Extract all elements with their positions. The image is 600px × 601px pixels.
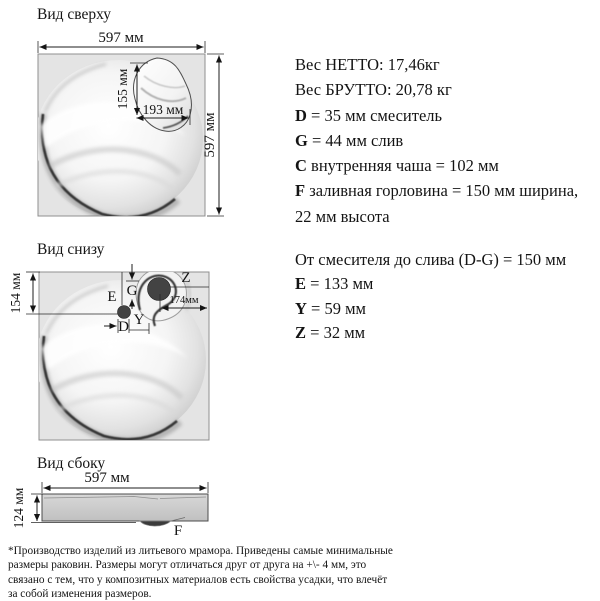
side-view-diagram <box>10 470 240 548</box>
bottom-left-height-label: 154 мм <box>8 272 23 314</box>
specs-secondary <box>295 248 566 346</box>
spec-lead: Y <box>295 298 307 318</box>
spec-lead: Z <box>295 323 307 343</box>
top-view-title: Вид сверху <box>37 6 112 23</box>
platform-width-label: 193 мм <box>142 102 184 117</box>
bottom-view-title: Вид снизу <box>37 241 105 258</box>
spec-text: = 35 мм смеситель <box>306 105 443 125</box>
footnote-line: за собой изменения размеров. <box>8 587 152 600</box>
label-y: Y <box>133 312 145 328</box>
label-z: Z <box>181 270 191 286</box>
specs-primary <box>295 52 578 229</box>
side-view-title: Вид сбоку <box>37 455 106 472</box>
footnote-line: связано с тем, что у композитных материалов есть свойства усадки, что влечёт <box>8 573 388 586</box>
top-width-label: 597 мм <box>98 30 144 46</box>
label-f: F <box>173 523 183 539</box>
spec-line <box>295 128 578 153</box>
drain-hole <box>148 278 171 301</box>
top-view-width-dimension <box>38 30 205 53</box>
spec-text: = 133 мм <box>306 274 374 294</box>
spec-line <box>295 204 578 229</box>
spec-text: Вес НЕТТО: 17,46кг <box>295 55 440 74</box>
label-e: E <box>107 289 117 305</box>
spec-lead: E <box>295 274 307 294</box>
faucet-hole <box>118 306 131 319</box>
bottom-view-diagram <box>8 262 238 447</box>
spec-line <box>295 52 578 77</box>
footnote-line: *Производство изделий из литьевого мрамора. Приведены самые минимальные <box>8 545 393 557</box>
footnote-line: размеры раковин. Размеры могут отличаться друг от друга на +\- 4 мм, это <box>8 559 367 572</box>
top-view-diagram <box>20 28 235 223</box>
side-width-label: 597 мм <box>84 470 130 486</box>
spec-line <box>295 178 578 203</box>
platform-height-label: 155 мм <box>115 68 130 110</box>
spec-line <box>295 153 578 178</box>
spec-text: Вес БРУТТО: 20,78 кг <box>295 80 452 100</box>
label-d: D <box>118 319 129 335</box>
top-height-label: 597 мм <box>202 112 218 158</box>
overflow-neck <box>140 521 171 526</box>
label-g: G <box>126 283 138 299</box>
footnote <box>8 544 393 601</box>
spec-lead: G <box>295 130 308 150</box>
spec-text: = 59 мм <box>306 298 366 318</box>
spec-text: внутренняя чаша = 102 мм <box>306 156 499 176</box>
side-view-width-dimension <box>42 470 208 493</box>
spec-text: заливная горловина = 150 мм ширина, <box>305 181 579 201</box>
drain-offset-label: 174мм <box>169 295 199 306</box>
spec-line <box>295 103 578 128</box>
spec-line <box>295 248 566 272</box>
spec-text: = 32 мм <box>306 323 366 343</box>
spec-line <box>295 77 578 102</box>
side-height-label: 124 мм <box>11 487 26 529</box>
spec-line <box>295 321 566 345</box>
spec-lead: D <box>295 105 307 125</box>
spec-text: От смесителя до слива (D-G) = 150 мм <box>295 250 567 269</box>
spec-text: = 44 мм слив <box>307 130 404 150</box>
spec-line <box>295 272 566 296</box>
spec-lead: F <box>295 181 306 201</box>
spec-line <box>295 297 566 321</box>
spec-lead: C <box>295 156 307 176</box>
spec-text: 22 мм высота <box>295 206 390 226</box>
